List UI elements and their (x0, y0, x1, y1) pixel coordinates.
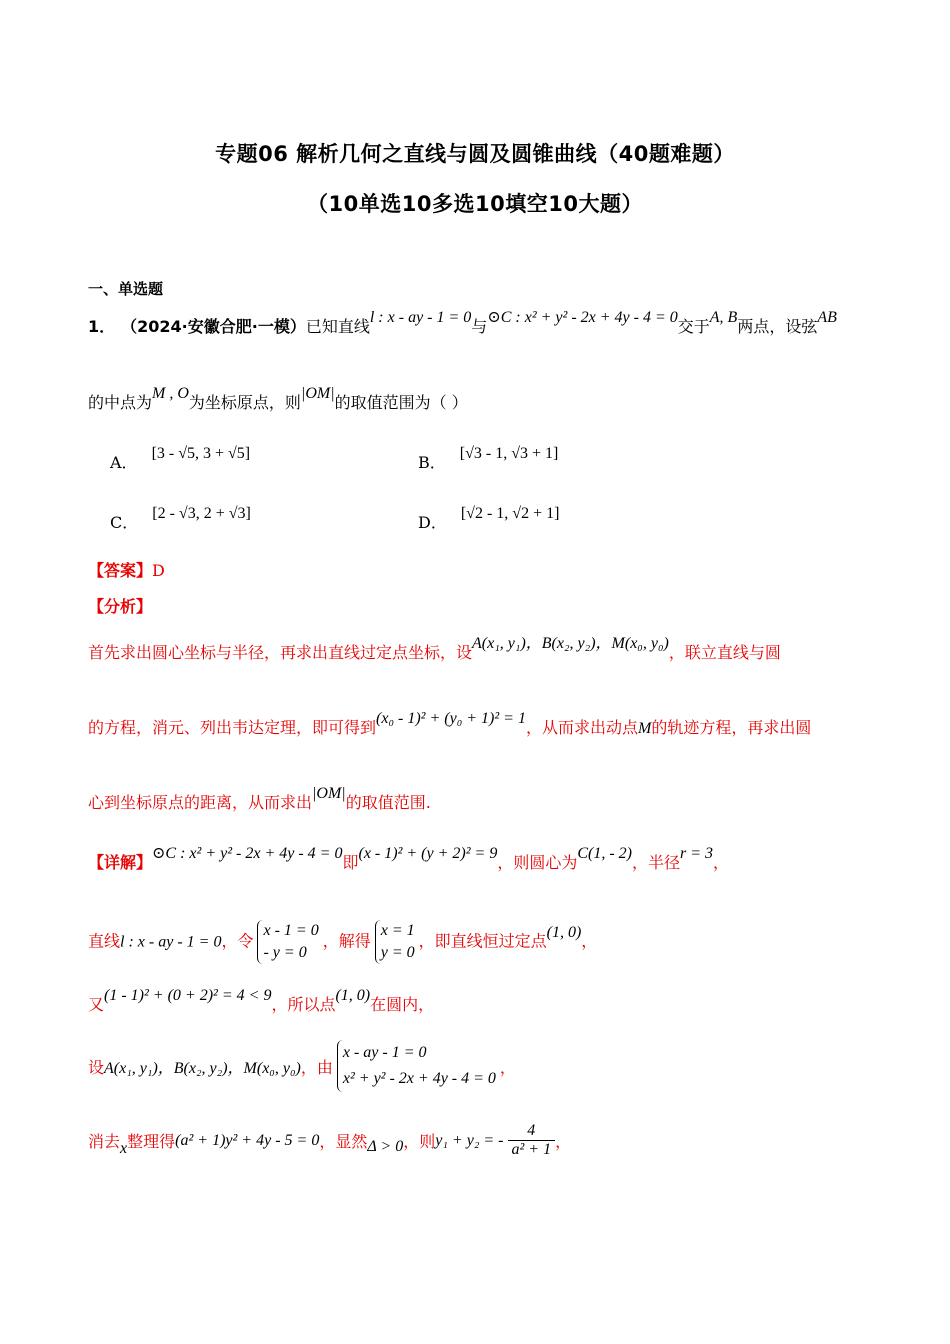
detail-math: r = 3 (680, 845, 714, 862)
question-text: 交于 (677, 317, 710, 336)
detail-line-2 (88, 920, 597, 964)
circle-equation: ⊙C : x² + y² - 2x + 4y - 4 = 0 (487, 309, 678, 326)
question-text: 的中点为 (88, 393, 153, 412)
detail-math: - y = 0 (263, 944, 307, 961)
analysis-math: A(x₁, y₁)，B(x₂, y₂)，M(x₀, y₀) (472, 635, 669, 652)
detail-text: ，令 (221, 931, 254, 951)
option-label: A． (110, 453, 138, 472)
detail-text: ，由 (300, 1057, 333, 1077)
analysis-text: ，联立直线与圆 (668, 643, 781, 662)
fraction-numerator: 4 (508, 1122, 556, 1141)
analysis-text: ，从而求出动点 (525, 718, 638, 737)
detail-math: x - 1 = 0 (263, 922, 319, 939)
detail-text: ，解得 (322, 931, 371, 951)
analysis-line-1 (88, 635, 781, 663)
chord-ab: AB (817, 309, 837, 326)
question-text: 为坐标原点，则 (188, 393, 301, 412)
detail-text: 即 (342, 853, 359, 872)
detail-line-3 (88, 987, 435, 1015)
detail-math: l : x - ay - 1 = 0 (120, 933, 222, 951)
question-line-2 (88, 385, 468, 413)
question-number: 1． (88, 317, 116, 336)
question-text: 已知直线 (305, 317, 370, 336)
answer-line (88, 558, 165, 581)
option-c[interactable] (110, 505, 251, 533)
detail-math: (1, 0) (335, 987, 371, 1004)
detail-text: 消去 (88, 1132, 121, 1151)
answer-value: D (152, 561, 165, 580)
option-value: [2 - √3, 2 + √3] (152, 505, 251, 522)
question-source: （2024·安徽合肥·一模） (121, 317, 306, 336)
detail-text: ，半径 (631, 853, 680, 872)
detail-text: ，则 (403, 1132, 436, 1151)
detail-math: x - ay - 1 = 0 (342, 1044, 427, 1061)
analysis-text: 的方程，消元、列出韦达定理，即可得到 (88, 718, 377, 737)
system-brace (375, 920, 415, 964)
detail-math: y = 0 (380, 944, 415, 961)
question-text: 与 (471, 317, 488, 336)
page-subtitle: （10单选10多选10填空10大题） (307, 192, 643, 216)
detail-text: ， (555, 1132, 572, 1151)
analysis-label: 【分析】 (88, 597, 153, 616)
detail-math: x (120, 1139, 128, 1157)
analysis-line-2 (88, 710, 812, 738)
detail-line-1 (88, 845, 730, 873)
detail-text: ，即直线恒过定点 (418, 931, 547, 951)
fraction-denominator: a² + 1 (511, 1141, 552, 1158)
detail-text: ， (581, 931, 598, 951)
detail-math: (1, 0) (546, 923, 582, 941)
detail-math: C(1, - 2) (577, 845, 632, 862)
detail-text: ， (499, 1057, 516, 1077)
detail-text: 设 (88, 1057, 105, 1077)
detail-text: 直线 (88, 931, 121, 951)
option-a[interactable] (110, 445, 251, 473)
analysis-text: 的轨迹方程，再求出圆 (651, 718, 812, 737)
option-value: [√2 - 1, √2 + 1] (460, 505, 560, 522)
fraction (508, 1122, 556, 1159)
analysis-line-3 (88, 785, 431, 813)
option-label: D． (418, 513, 447, 532)
detail-math: (x - 1)² + (y + 2)² = 9 (358, 845, 498, 862)
midpoint-label: M , O (152, 385, 189, 402)
detail-line-5 (88, 1122, 571, 1159)
system-brace (257, 920, 318, 964)
detail-text: 整理得 (127, 1132, 176, 1151)
analysis-text: 心到坐标原点的距离，从而求出 (88, 793, 313, 812)
analysis-math: M (637, 720, 652, 737)
om-abs: |OM| (300, 385, 335, 402)
question-text: 两点，设弦 (737, 317, 818, 336)
question-text: 的取值范围为（ ） (334, 393, 468, 412)
detail-text: 在圆内， (370, 995, 435, 1014)
section-heading: 一、单选题 (88, 280, 164, 298)
detail-math: y₁ + y₂ = - (435, 1131, 504, 1149)
detail-text: 又 (88, 995, 105, 1014)
question-line-1 (88, 309, 837, 337)
detail-line-4 (88, 1040, 516, 1092)
analysis-text: 的取值范围. (345, 793, 431, 812)
system-brace (337, 1040, 496, 1092)
page-title: 专题06 解析几何之直线与圆及圆锥曲线（40题难题） (215, 142, 735, 166)
detail-math: ⊙C : x² + y² - 2x + 4y - 4 = 0 (152, 845, 343, 862)
option-value: [3 - √5, 3 + √5] (151, 445, 251, 462)
option-label: B． (418, 453, 446, 472)
analysis-math: (x₀ - 1)² + (y₀ + 1)² = 1 (376, 710, 526, 727)
detail-label: 【详解】 (88, 853, 153, 872)
answer-label: 【答案】 (88, 561, 153, 580)
option-b[interactable] (418, 445, 559, 473)
option-label: C． (110, 513, 139, 532)
detail-math: (1 - 1)² + (0 + 2)² = 4 < 9 (104, 987, 272, 1004)
detail-text: ，所以点 (271, 995, 336, 1014)
detail-math: A(x₁, y₁)，B(x₂, y₂)，M(x₀, y₀) (104, 1059, 301, 1077)
detail-text: ，则圆心为 (497, 853, 578, 872)
analysis-math: |OM| (312, 785, 346, 802)
detail-text: ，显然 (319, 1132, 368, 1151)
line-equation: l : x - ay - 1 = 0 (369, 309, 472, 326)
detail-math: x = 1 (380, 922, 415, 939)
option-d[interactable] (418, 505, 560, 533)
option-value: [√3 - 1, √3 + 1] (459, 445, 559, 462)
detail-text: ， (713, 853, 730, 872)
detail-math: x² + y² - 2x + 4y - 4 = 0 (342, 1070, 496, 1087)
detail-math: (a² + 1)y² + 4y - 5 = 0 (175, 1131, 320, 1149)
points-ab: A, B (709, 309, 738, 326)
analysis-text: 首先求出圆心坐标与半径，再求出直线过定点坐标，设 (88, 643, 473, 662)
detail-math: Δ > 0 (367, 1137, 404, 1155)
